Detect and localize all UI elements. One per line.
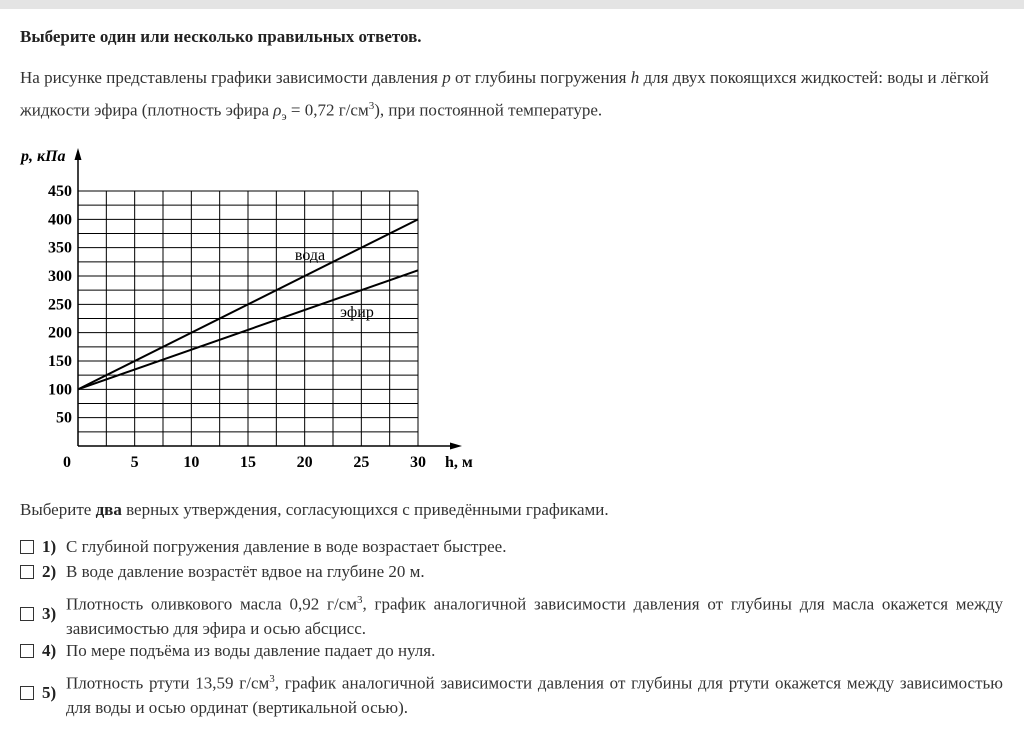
chart-ticks	[48, 183, 426, 471]
answer-option-1[interactable]	[20, 535, 1005, 559]
answer-option-5[interactable]	[20, 667, 1005, 720]
y-tick-label: 450	[48, 183, 72, 200]
option-text: В воде давление возрастёт вдвое на глубине 20 м.	[66, 562, 425, 581]
x-tick-label: 30	[410, 454, 426, 471]
series-label-ether: эфир	[340, 304, 374, 321]
instruction-text: Выберите два верных утверждения, согласующихся с приведёнными графиками.	[20, 500, 609, 519]
option-text: Плотность ртути 13,59 $г/см^3$, график аналогичной зависимости давления от глубины для ртути окажется между зависимостью для воды и осью ординат (вертикальной осью).	[66, 673, 1003, 717]
answer-option-2[interactable]	[20, 560, 1005, 584]
y-tick-label: 250	[48, 296, 72, 314]
y-tick-label: 200	[48, 324, 72, 342]
option-text: Плотность оливкового масла 0,92 $г/см^3$, график аналогичной зависимости давления от глубины для масла окажется между зависимостью для эфира и осью абсцисс.	[66, 594, 1003, 638]
x-axis-label: h, м	[445, 454, 473, 471]
x-tick-label: 20	[296, 454, 313, 471]
answer-option-3[interactable]	[20, 588, 1005, 641]
option-number: 5)	[42, 683, 57, 703]
x-tick-label: 10	[183, 454, 200, 471]
chart-axes	[75, 148, 463, 450]
y-tick-label: 50	[56, 409, 72, 427]
answer-option-4[interactable]	[20, 639, 1005, 663]
origin-label: 0	[63, 454, 71, 471]
option-number: 3)	[42, 604, 57, 624]
y-tick-label: 400	[48, 211, 72, 229]
y-axis-arrow	[75, 148, 82, 160]
checkbox-option-1[interactable]	[20, 540, 34, 554]
x-tick-label: 15	[240, 454, 256, 471]
x-axis-arrow	[450, 443, 462, 450]
y-axis-label: p, кПа	[21, 148, 66, 165]
top-bar	[0, 0, 1024, 9]
option-text: С глубиной погружения давление в воде возрастает быстрее.	[66, 537, 507, 556]
task-heading: Выберите один или несколько правильных ответов.	[20, 27, 422, 46]
task-description: На рисунке представлены графики зависимости давления p от глубины погружения h для двух покоящихся жидкостей: воды и лёгкой жидкости эфира (плотность эфира $\rho_э = 0,72$ $г/см^3$), при постоянной температуре.	[20, 68, 989, 124]
option-number: 4)	[42, 641, 57, 660]
y-tick-label: 300	[48, 268, 72, 285]
series-label-water: вода	[294, 247, 326, 264]
y-tick-label: 100	[48, 381, 72, 399]
y-tick-label: 350	[48, 239, 72, 257]
checkbox-option-3[interactable]	[20, 607, 34, 621]
x-tick-label: 25	[353, 454, 370, 471]
y-tick-label: 150	[48, 353, 72, 370]
checkbox-option-2[interactable]	[20, 565, 34, 579]
pressure-depth-chart	[15, 140, 485, 480]
option-text: По мере подъёма из воды давление падает до нуля.	[66, 641, 436, 660]
option-number: 2)	[42, 562, 57, 581]
checkbox-option-4[interactable]	[20, 644, 34, 658]
checkbox-option-5[interactable]	[20, 686, 34, 700]
x-tick-label: 5	[130, 454, 139, 471]
option-number: 1)	[42, 537, 57, 556]
